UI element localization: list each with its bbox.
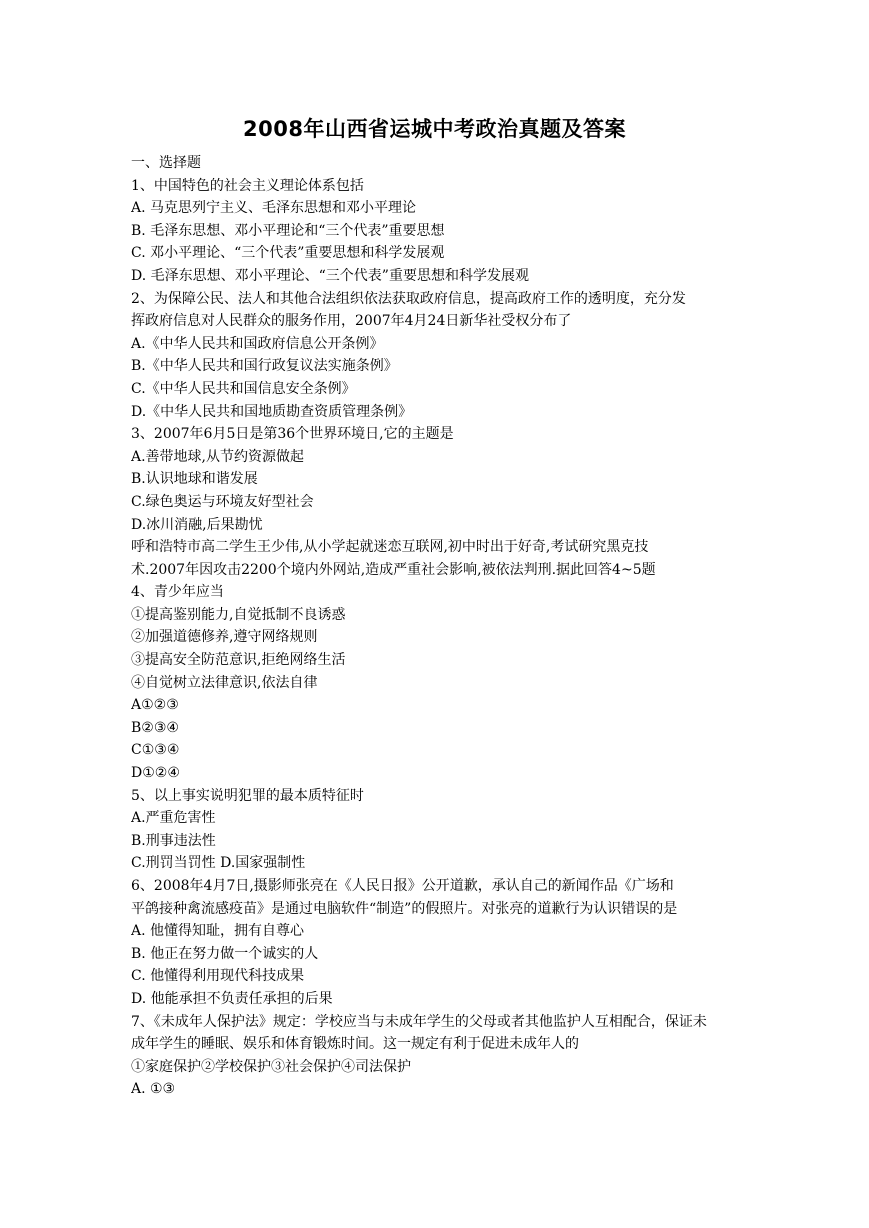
text-line: 成年学生的睡眠、娱乐和体育锻炼时间。这一规定有利于促进未成年人的 — [131, 1036, 579, 1053]
text-line: A①②③ — [131, 697, 179, 714]
text-line: B.认识地球和谐发展 — [131, 471, 258, 488]
text-line: D①②④ — [131, 765, 180, 782]
text-line: ①提高鉴别能力,自觉抵制不良诱惑 — [131, 606, 346, 623]
text-line: C①③④ — [131, 742, 180, 759]
text-line: A. ①③ — [131, 1081, 176, 1098]
text-line: A.善带地球,从节约资源做起 — [131, 448, 305, 465]
text-line: B. 毛泽东思想、邓小平理论和“三个代表”重要思想 — [131, 222, 445, 239]
text-line: C. 他懂得利用现代科技成果 — [131, 968, 305, 985]
text-line: C.《中华人民共和国信息安全条例》 — [131, 380, 356, 397]
text-line: 3、2007年6月5日是第36个世界环境日,它的主题是 — [131, 426, 454, 443]
text-line: 平鸽接种禽流感疫苗》是通过电脑软件“制造”的假照片。对张亮的道歉行为认识错误的是 — [131, 900, 678, 917]
text-line: D. 毛泽东思想、邓小平理论、“三个代表”重要思想和科学发展观 — [131, 267, 529, 284]
text-line: D. 他能承担不负责任承担的后果 — [131, 990, 333, 1007]
text-line: A.《中华人民共和国政府信息公开条例》 — [131, 335, 384, 352]
text-line: D.冰川消融,后果勘忧 — [131, 516, 263, 533]
text-line: A. 他懂得知耻，拥有自尊心 — [131, 923, 305, 940]
text-line: C.绿色奥运与环境友好型社会 — [131, 493, 314, 510]
text-line: ③提高安全防范意识,拒绝网络生活 — [131, 652, 346, 669]
text-line: ②加强道德修养,遵守网络规则 — [131, 629, 318, 646]
text-line: 2、为保障公民、法人和其他合法组织依法获取政府信息，提高政府工作的透明度，充分发 — [131, 290, 686, 307]
text-line: C. 邓小平理论、“三个代表”重要思想和科学发展观 — [131, 245, 445, 262]
text-line: 术.2007年因攻击2200个境内外网站,造成严重社会影响,被依法判刑.据此回答4~5题 — [131, 561, 656, 578]
text-line: 5、以上事实说明犯罪的最本质特征时 — [131, 787, 364, 804]
text-line: ④自觉树立法律意识,依法自律 — [131, 674, 318, 691]
text-line: 呼和浩特市高二学生王少伟,从小学起就迷恋互联网,初中时出于好奇,考试研究黑克技 — [131, 539, 649, 556]
text-line: B. 他正在努力做一个诚实的人 — [131, 945, 319, 962]
text-line: B.刑事违法性 — [131, 832, 216, 849]
text-line: B.《中华人民共和国行政复议法实施条例》 — [131, 358, 398, 375]
document-title: 2008年山西省运城中考政治真题及答案 — [243, 117, 626, 141]
text-line: C.刑罚当罚性 D.国家强制性 — [131, 855, 306, 872]
text-line: 7、《未成年人保护法》规定：学校应当与未成年学生的父母或者其他监护人互相配合，保证未 — [131, 1013, 707, 1030]
text-line: ①家庭保护②学校保护③社会保护④司法保护 — [131, 1058, 411, 1075]
document-body — [131, 152, 741, 1101]
text-line: 1、中国特色的社会主义理论体系包括 — [131, 177, 364, 194]
text-line: B②③④ — [131, 719, 179, 736]
text-line: 4、青少年应当 — [131, 584, 224, 601]
text-line: A. 马克思列宁主义、毛泽东思想和邓小平理论 — [131, 200, 417, 217]
text-line: D.《中华人民共和国地质勘查资质管理条例》 — [131, 403, 413, 420]
text-line: A.严重危害性 — [131, 810, 216, 827]
text-line: 挥政府信息对人民群众的服务作用，2007年4月24日新华社受权分布了 — [131, 313, 572, 330]
text-line: 6、2008年4月7日,摄影师张亮在《人民日报》公开道歉，承认自己的新闻作品《广场和 — [131, 878, 674, 894]
text-line: 一、选择题 — [131, 155, 201, 171]
